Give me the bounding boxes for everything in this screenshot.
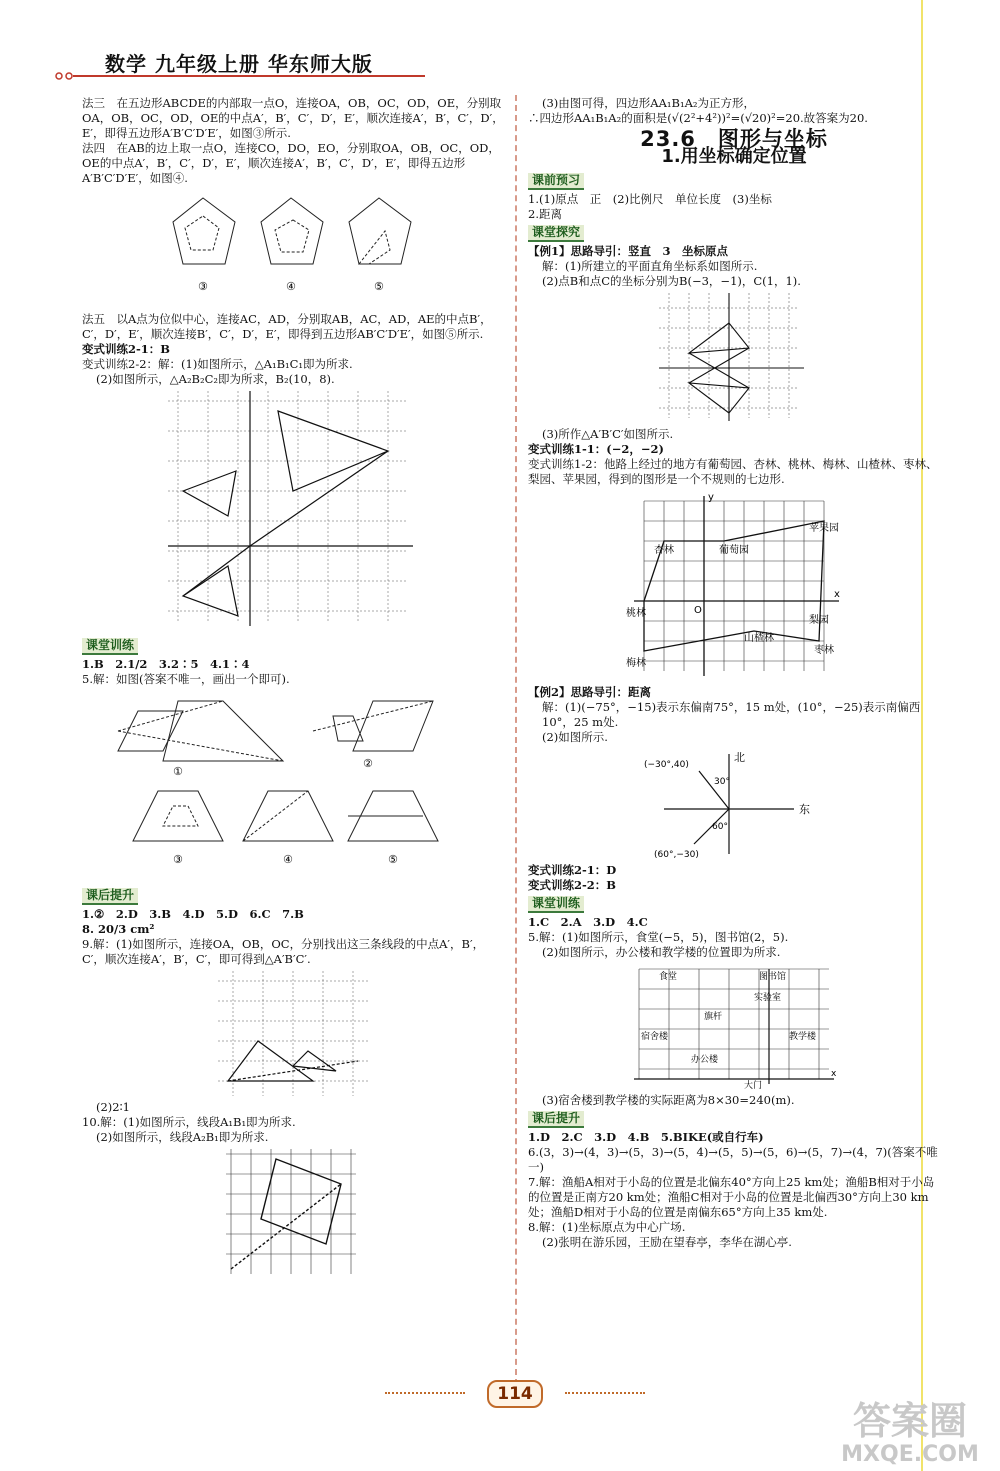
section-after-class: 课后提升	[528, 1111, 584, 1128]
map-label: 实验室	[754, 993, 782, 1003]
x-label: x	[834, 589, 840, 600]
answer-5: 5.解：(1)如图所示，食堂(−5，5)，图书馆(2，5).	[528, 930, 789, 944]
answer-5: 5.解：如图(答案不唯一，画出一个即可).	[82, 672, 290, 686]
example-1-b: (2)点B和点C的坐标分别为B(−3，−1)，C(1，1).	[542, 274, 801, 288]
point-label: (60°,−30)	[654, 850, 699, 859]
map-label: 苹果园	[809, 523, 839, 534]
compass-figure	[644, 749, 824, 859]
left-column	[82, 96, 504, 1278]
fig-label: ①	[173, 765, 183, 778]
section-classroom-training: 课堂训练	[82, 638, 138, 655]
variant-2-2: 变式训练2-2：B	[528, 878, 616, 892]
north-label: 北	[734, 751, 745, 764]
fig-label: ③	[173, 853, 183, 866]
answer-6: 6.(3，3)→(4，3)→(5，3)→(5，4)→(5，5)→(5，6)→(5，7)→(4，7)(答案不唯一)	[528, 1145, 938, 1174]
map-label: 食堂	[659, 972, 678, 982]
grid-figure-1	[168, 391, 418, 631]
map-label: 枣林	[814, 645, 834, 656]
prev-answer-area: ∴四边形AA₁B₁A₂的面积是(√(2²+4²))²=(√20)²=20.故答案为20.	[528, 111, 868, 125]
header-rule	[55, 72, 425, 80]
example-2-b: (2)如图所示.	[542, 730, 608, 744]
answers-1-7: 1.② 2.D 3.B 4.D 5.D 6.C 7.B	[82, 907, 304, 921]
section-after-class: 课后提升	[82, 888, 138, 905]
answer-8: 8.解：(1)坐标原点为中心广场.	[528, 1220, 686, 1234]
watermark-url: MXQE.COM	[841, 1442, 979, 1467]
prev-answer-3: (3)由图可得，四边形AA₁B₁A₂为正方形，	[542, 96, 755, 110]
map-label: 桃林	[626, 608, 646, 619]
variant-1-1: 变式训练1-1：(−2，−2)	[528, 442, 664, 456]
section-title: 23.6 图形与坐标	[640, 127, 828, 151]
method-four: 法四 在AB的边上取一点O，连接CO，DO，EO，分别取OA，OB，OC，OD，OE的中点A′，B′，C′，D′，E′，顺次连接A′，B′，C′，D′，E′，即得五边形A′B′C′D′E′，如图④.	[82, 141, 500, 185]
method-five: 法五 以A点为位似中心，连接AC，AD，分别取AB，AC，AD，AE的中点B′，C′，D′，E′，顺次连接B′，C′，D′，E′，即得到五边形AB′C′D′E′，如图⑤所示.	[82, 312, 492, 341]
map-label: 办公楼	[691, 1055, 719, 1065]
answer-5-c: (3)宿舍楼到教学楼的实际距离为8×30=240(m).	[542, 1093, 795, 1107]
homothety-figures	[113, 691, 473, 881]
fig-label: ⑤	[374, 280, 384, 293]
section-preview: 课前预习	[528, 173, 584, 190]
map-label: 山楂林	[744, 633, 774, 644]
coordinate-figure-1	[659, 293, 809, 423]
map-label: 大门	[744, 1081, 763, 1089]
pentagon-figures	[163, 190, 423, 308]
fig-label: ⑤	[388, 853, 398, 866]
map-label: 宿舍楼	[641, 1032, 669, 1042]
page-number: 114	[487, 1380, 543, 1408]
section-subtitle: 1.用坐标确定位置	[661, 146, 807, 167]
orchard-map	[624, 491, 844, 681]
answer-10-b: (2)如图所示，线段A₂B₁即为所求.	[96, 1130, 269, 1144]
page-header: 数学 九年级上册 华东师大版	[105, 52, 373, 76]
section-explore: 课堂探究	[528, 225, 584, 242]
watermark-text: 答案圈	[852, 1399, 967, 1443]
east-label: 东	[799, 803, 810, 816]
map-label: 旗杆	[704, 1012, 723, 1022]
answer-7: 7.解：渔船A相对于小岛的位置是北偏东40°方向上25 km处；渔船B相对于小岛的位置是正南方20 km处；渔船C相对于小岛的位置是北偏西30°方向上30 km处；渔船D相对于小岛的位置是南偏东65°方向上35 km处.	[528, 1175, 935, 1219]
method-three: 法三 在五边形ABCDE的内部取一点O，连接OA，OB，OC，OD，OE，分别取OA，OB，OC，OD，OE的中点A′，B′，C′，D′，E′，顺次连接A′，B′，C′，D′，E′，即得五边形A′B′C′D′E′，如图③所示.	[82, 96, 504, 140]
preview-2: 2.距离	[528, 207, 562, 221]
map-label: 梅林	[626, 658, 646, 669]
answer-10: 10.解：(1)如图所示，线段A₁B₁即为所求.	[82, 1115, 296, 1129]
preview-1: 1.(1)原点 正 (2)比例尺 单位长度 (3)坐标	[528, 192, 772, 206]
variant-1-2: 变式训练1-2：他路上经过的地方有葡萄园、杏林、桃林、梅林、山楂林、枣林、梨园、苹果园，得到的图形是一个不规则的七边形.	[528, 457, 938, 486]
fig-label: ④	[283, 853, 293, 866]
example-1: 【例1】思路导引：竖直 3 坐标原点	[528, 244, 729, 258]
map-label: 图书馆	[759, 972, 787, 982]
example-2-a: 解：(1)(−75°，−15)表示东偏南75°，15 m处，(10°，−25)表示南偏西10°，25 m处.	[542, 700, 921, 729]
map-label: 梨园	[809, 615, 829, 626]
fig-label: ②	[363, 757, 373, 770]
variant-2-2-b: (2)如图所示，△A₂B₂C₂即为所求，B₂(10，8).	[96, 372, 335, 386]
answer-8-b: (2)张明在游乐园，王励在望春亭，李华在湖心亭.	[542, 1235, 792, 1249]
origin-label: O	[694, 605, 702, 616]
angle-label: 30°	[714, 777, 730, 787]
answer-8: 8. 20/3 cm²	[82, 922, 155, 936]
answers-1-4: 1.B 2.1/2 3.2∶5 4.1∶4	[82, 657, 250, 671]
answer-5-b: (2)如图所示，办公楼和教学楼的位置即为所求.	[542, 945, 781, 959]
variant-2-1: 变式训练2-1：D	[528, 863, 617, 877]
answer-9: 9.解：(1)如图所示，连接OA，OB，OC，分别找出这三条线段的中点A′，B′，C′，顺次连接A′，B′，C′，即可得到△A′B′C′.	[82, 937, 485, 966]
right-column	[528, 96, 940, 1250]
grid-figure-9	[218, 971, 368, 1096]
column-divider	[515, 95, 517, 1395]
example-1-c: (3)所作△A′B′C′如图所示.	[542, 427, 674, 441]
section-classroom-training: 课堂训练	[528, 896, 584, 913]
x-label: x	[831, 1069, 837, 1079]
answers-1-5: 1.D 2.C 3.D 4.B 5.BIKE(或自行车)	[528, 1130, 764, 1144]
map-label: 杏林	[654, 545, 674, 556]
fig-label: ③	[198, 280, 208, 293]
watermark	[830, 1400, 990, 1468]
page-dots-left	[385, 1392, 465, 1394]
point-label: (−30°,40)	[644, 760, 689, 770]
variant-2-1: 变式训练2-1：B	[82, 342, 170, 356]
angle-label: 60°	[712, 822, 728, 832]
answers-1-4: 1.C 2.A 3.D 4.C	[528, 915, 648, 929]
map-label: 葡萄园	[719, 545, 749, 556]
map-label: 教学楼	[789, 1032, 817, 1042]
y-label: y	[708, 492, 714, 503]
example-2: 【例2】思路导引：距离	[528, 685, 652, 699]
example-1-a: 解：(1)所建立的平面直角坐标系如图所示.	[542, 259, 758, 273]
page-number-box	[455, 1380, 575, 1408]
campus-map	[629, 964, 839, 1089]
page-dots-right	[565, 1392, 645, 1394]
fig-label: ④	[286, 280, 296, 293]
variant-2-2: 变式训练2-2：解：(1)如图所示，△A₁B₁C₁即为所求.	[82, 357, 353, 371]
grid-figure-10	[226, 1149, 361, 1274]
answer-9-b: (2)2∶1	[96, 1100, 130, 1114]
